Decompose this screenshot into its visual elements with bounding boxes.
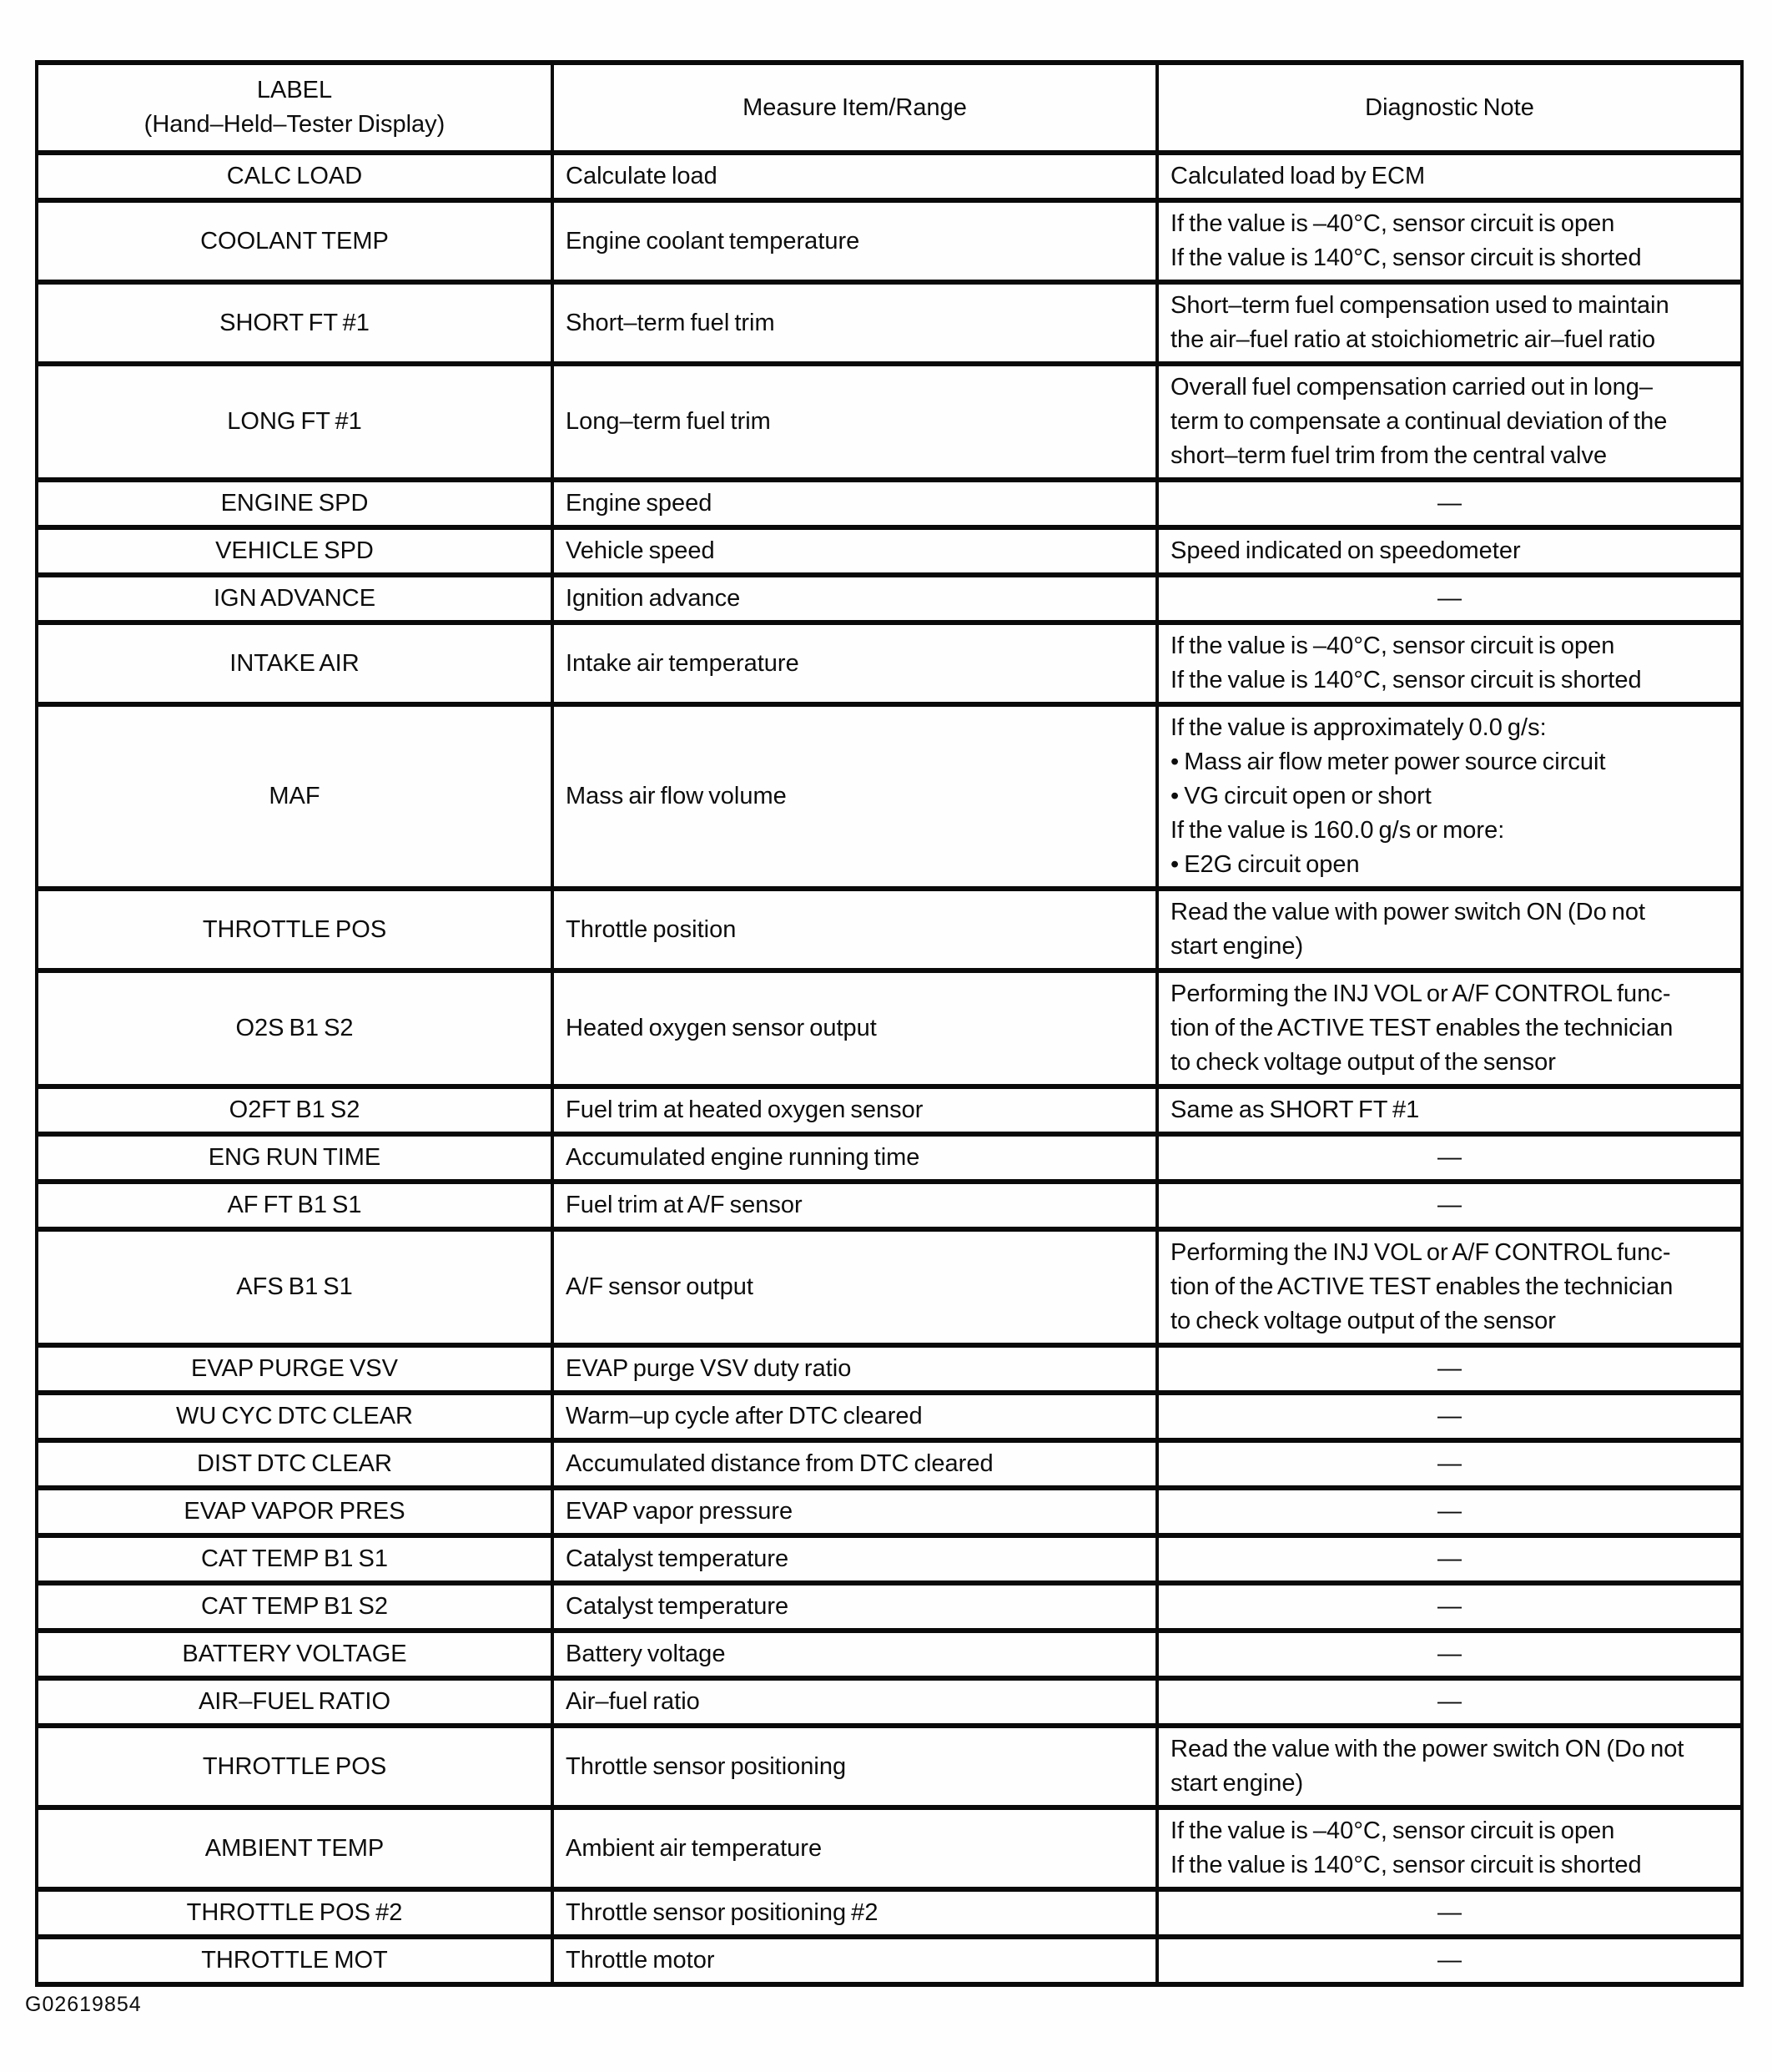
note-line: — [1437,1688,1462,1715]
table-row [37,889,1742,970]
diagnostic-note-cell [1157,1807,1742,1889]
table-row [37,364,1742,480]
diagnostic-note-cell [1157,1134,1742,1182]
label-cell: ENGINE SPD [37,480,552,527]
label-cell: MAF [37,704,552,889]
label-cell: THROTTLE POS #2 [37,1889,552,1937]
table-row [37,1678,1742,1726]
measure-item-cell: Mass air flow volume [552,704,1157,889]
table-row [37,153,1742,200]
col-header-measure-item: Measure Item/Range [552,63,1157,153]
label-cell: AMBIENT TEMP [37,1807,552,1889]
measure-item-cell: Accumulated distance from DTC cleared [552,1440,1157,1488]
diagnostic-note-cell [1157,889,1742,970]
note-line: — [1437,1192,1462,1218]
table-row [37,200,1742,282]
table-row [37,1345,1742,1393]
note-line: to check voltage output of the sensor [1170,1049,1556,1076]
label-cell: O2FT B1 S2 [37,1086,552,1134]
label-header-line1: LABEL [256,77,333,103]
diagnostic-data-table [35,60,1744,1987]
table-row [37,623,1742,704]
diagnostic-note-cell [1157,575,1742,623]
table-body [37,153,1742,1984]
table-row [37,1535,1742,1583]
note-line: short–term fuel trim from the central valve [1170,442,1608,469]
header-row [37,63,1742,153]
note-line: — [1437,1899,1462,1926]
label-cell: SHORT FT #1 [37,282,552,364]
table-row [37,1440,1742,1488]
label-cell: LONG FT #1 [37,364,552,480]
measure-item-cell: Calculate load [552,153,1157,200]
note-line: Performing the INJ VOL or A/F CONTROL func- [1170,981,1671,1007]
note-line: start engine) [1170,1770,1304,1797]
measure-item-cell: Heated oxygen sensor output [552,970,1157,1086]
measure-item-cell: Throttle position [552,889,1157,970]
label-cell: AIR–FUEL RATIO [37,1678,552,1726]
measure-item-cell: EVAP vapor pressure [552,1488,1157,1535]
note-line: — [1437,1355,1462,1382]
table-row [37,1583,1742,1631]
note-line: If the value is 140°C, sensor circuit is shorted [1170,245,1642,271]
note-line: — [1437,1144,1462,1171]
note-line: If the value is approximately 0.0 g/s: [1170,714,1547,741]
note-line: Speed indicated on speedometer [1170,537,1521,564]
measure-item-cell: Ambient air temperature [552,1807,1157,1889]
note-line: — [1437,1498,1462,1525]
measure-item-cell: Throttle sensor positioning #2 [552,1889,1157,1937]
label-cell: THROTTLE MOT [37,1937,552,1984]
diagnostic-note-cell [1157,1678,1742,1726]
measure-item-cell: Catalyst temperature [552,1535,1157,1583]
measure-item-cell: Ignition advance [552,575,1157,623]
diagnostic-note-cell [1157,1488,1742,1535]
note-line: If the value is 140°C, sensor circuit is shorted [1170,667,1642,693]
measure-item-cell: Vehicle speed [552,527,1157,575]
measure-item-cell: Warm–up cycle after DTC cleared [552,1393,1157,1440]
note-line: to check voltage output of the sensor [1170,1308,1556,1334]
note-line: — [1437,585,1462,612]
measure-item-cell: A/F sensor output [552,1229,1157,1345]
note-line: — [1437,1641,1462,1667]
diagnostic-note-cell [1157,364,1742,480]
label-header-line2: (Hand–Held–Tester Display) [143,111,446,138]
diagnostic-note-cell [1157,704,1742,889]
figure-code: G02619854 [25,1993,142,2016]
diagnostic-note-cell [1157,200,1742,282]
note-line: Read the value with the power switch ON (Do not [1170,1736,1684,1762]
diagnostic-note-cell [1157,1583,1742,1631]
table-row [37,575,1742,623]
diagnostic-note-cell [1157,1393,1742,1440]
label-cell: CAT TEMP B1 S2 [37,1583,552,1631]
note-line: • E2G circuit open [1170,851,1360,878]
label-cell: IGN ADVANCE [37,575,552,623]
diagnostic-note-cell [1157,970,1742,1086]
note-line: • Mass air flow meter power source circuit [1170,749,1606,775]
diagnostic-note-cell [1157,527,1742,575]
note-line: If the value is 160.0 g/s or more: [1170,817,1505,844]
measure-item-cell: Catalyst temperature [552,1583,1157,1631]
note-line: — [1437,1403,1462,1429]
diagnostic-note-cell [1157,623,1742,704]
table-row [37,480,1742,527]
measure-item-cell: EVAP purge VSV duty ratio [552,1345,1157,1393]
diagnostic-note-cell [1157,1229,1742,1345]
table-row [37,1631,1742,1678]
note-line: — [1437,1545,1462,1572]
note-line: tion of the ACTIVE TEST enables the technician [1170,1015,1674,1041]
label-cell: CALC LOAD [37,153,552,200]
table-row [37,1726,1742,1807]
label-cell: INTAKE AIR [37,623,552,704]
table-row [37,1937,1742,1984]
table-row [37,1889,1742,1937]
label-cell: THROTTLE POS [37,1726,552,1807]
label-cell: O2S B1 S2 [37,970,552,1086]
measure-item-cell: Fuel trim at A/F sensor [552,1182,1157,1229]
label-cell: EVAP PURGE VSV [37,1345,552,1393]
col-header-diagnostic-note: Diagnostic Note [1157,63,1742,153]
note-line: Performing the INJ VOL or A/F CONTROL func- [1170,1239,1671,1266]
table-row [37,1393,1742,1440]
label-cell: COOLANT TEMP [37,200,552,282]
label-cell: ENG RUN TIME [37,1134,552,1182]
note-line: term to compensate a continual deviation of the [1170,408,1668,435]
table-row [37,704,1742,889]
table-row [37,1086,1742,1134]
measure-item-cell: Fuel trim at heated oxygen sensor [552,1086,1157,1134]
table-row [37,1182,1742,1229]
label-cell: AFS B1 S1 [37,1229,552,1345]
measure-item-cell: Intake air temperature [552,623,1157,704]
measure-item-cell: Throttle motor [552,1937,1157,1984]
measure-item-cell: Short–term fuel trim [552,282,1157,364]
diagnostic-note-cell [1157,1440,1742,1488]
table-row [37,970,1742,1086]
diagnostic-note-cell [1157,1631,1742,1678]
note-line: — [1437,490,1462,517]
note-line: the air–fuel ratio at stoichiometric air–fuel ratio [1170,326,1656,353]
note-line: tion of the ACTIVE TEST enables the technician [1170,1273,1674,1300]
diagnostic-note-cell [1157,282,1742,364]
label-cell: WU CYC DTC CLEAR [37,1393,552,1440]
note-line: start engine) [1170,933,1304,960]
label-cell: THROTTLE POS [37,889,552,970]
diagnostic-note-cell [1157,1086,1742,1134]
diagnostic-note-cell [1157,153,1742,200]
table-row [37,1229,1742,1345]
note-line: Short–term fuel compensation used to maintain [1170,292,1669,319]
table-row [37,527,1742,575]
diagnostic-note-cell [1157,1889,1742,1937]
diagnostic-note-cell [1157,1535,1742,1583]
label-cell: EVAP VAPOR PRES [37,1488,552,1535]
measure-item-cell: Long–term fuel trim [552,364,1157,480]
measure-item-cell: Air–fuel ratio [552,1678,1157,1726]
note-line: If the value is –40°C, sensor circuit is open [1170,210,1615,237]
note-line: Overall fuel compensation carried out in long– [1170,374,1653,401]
table-row [37,282,1742,364]
note-line: If the value is –40°C, sensor circuit is open [1170,633,1615,659]
note-line: Calculated load by ECM [1170,163,1426,189]
note-line: — [1437,1450,1462,1477]
note-line: Read the value with power switch ON (Do not [1170,899,1646,925]
diagnostic-note-cell [1157,480,1742,527]
note-line: — [1437,1593,1462,1620]
measure-item-cell: Engine speed [552,480,1157,527]
note-line: Same as SHORT FT #1 [1170,1096,1420,1123]
measure-item-cell: Engine coolant temperature [552,200,1157,282]
label-cell: DIST DTC CLEAR [37,1440,552,1488]
measure-item-cell: Throttle sensor positioning [552,1726,1157,1807]
measure-item-cell: Accumulated engine running time [552,1134,1157,1182]
table-row [37,1807,1742,1889]
diagnostic-note-cell [1157,1345,1742,1393]
note-line: • VG circuit open or short [1170,783,1432,809]
measure-item-cell: Battery voltage [552,1631,1157,1678]
diagnostic-note-cell [1157,1182,1742,1229]
diagnostic-note-cell [1157,1937,1742,1984]
table-row [37,1488,1742,1535]
note-line: — [1437,1947,1462,1974]
note-line: If the value is 140°C, sensor circuit is shorted [1170,1852,1642,1878]
diagnostic-note-cell [1157,1726,1742,1807]
col-header-label [37,63,552,153]
label-cell: CAT TEMP B1 S1 [37,1535,552,1583]
note-line: If the value is –40°C, sensor circuit is open [1170,1817,1615,1844]
label-cell: BATTERY VOLTAGE [37,1631,552,1678]
label-cell: AF FT B1 S1 [37,1182,552,1229]
label-cell: VEHICLE SPD [37,527,552,575]
table-row [37,1134,1742,1182]
